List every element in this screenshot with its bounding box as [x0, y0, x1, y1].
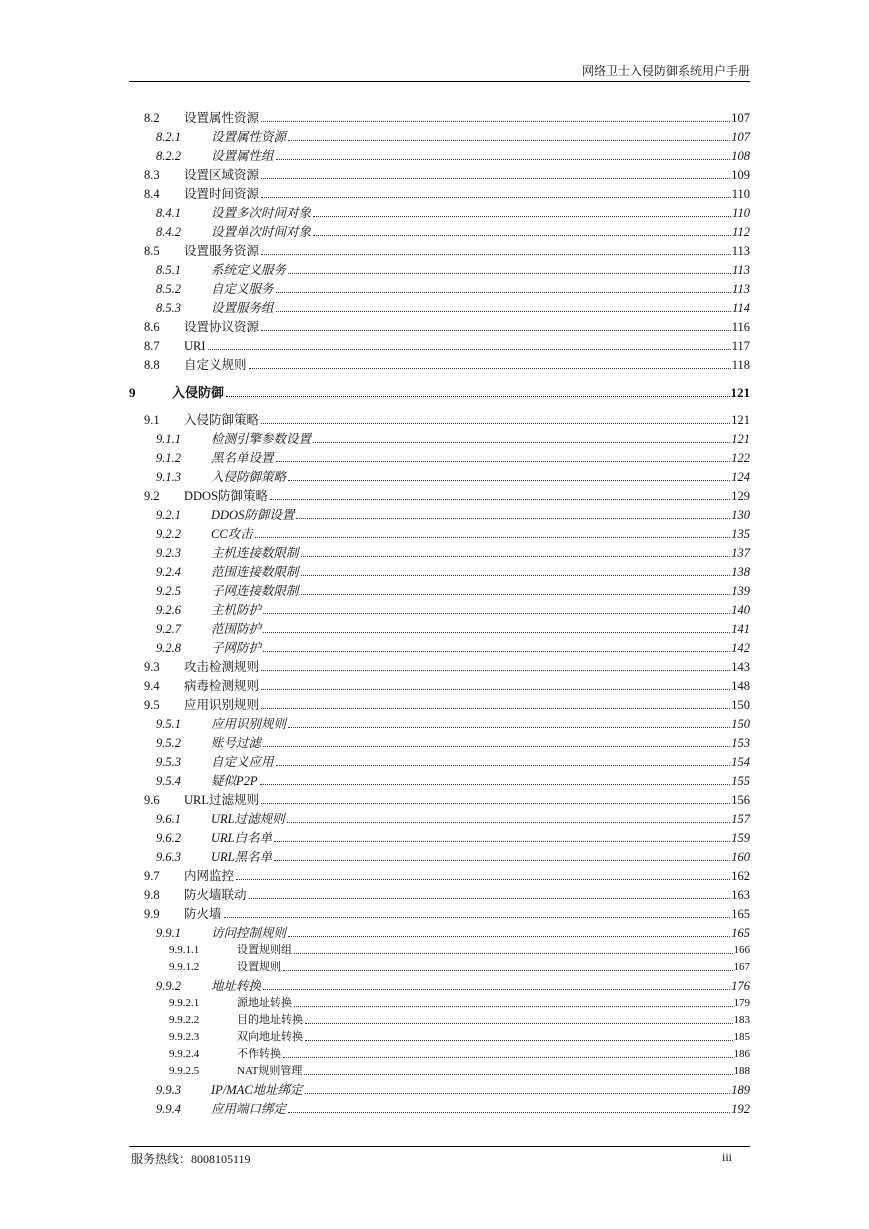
toc-entry-number: 9.9.2.2: [169, 1014, 200, 1026]
toc-dot-leader: [283, 1057, 733, 1058]
toc-entry-page: 188: [733, 1065, 750, 1077]
toc-entry-number: 9.6.1: [156, 812, 181, 826]
toc-entry-page: 143: [731, 660, 750, 674]
toc-entry-page: 141: [731, 622, 750, 636]
toc-entry-title: DDOS防御设置: [211, 508, 295, 522]
toc-entry-title: 设置规则: [237, 961, 281, 973]
toc-entry-title: 范围连接数限制: [211, 565, 299, 579]
toc-entry-page: 159: [731, 831, 750, 845]
toc-dot-leader: [288, 140, 730, 141]
toc-entry-page: 140: [731, 603, 750, 617]
toc-entry[interactable]: [129, 201, 750, 220]
toc-dot-leader: [305, 1093, 731, 1094]
toc-dot-leader: [236, 879, 730, 880]
toc-entry-number: 8.4.1: [156, 206, 181, 220]
toc-entry-page: 192: [731, 1102, 750, 1116]
toc-dot-leader: [276, 311, 732, 312]
toc-entry-number: 9.6: [144, 793, 160, 807]
toc-entry-page: 135: [731, 527, 750, 541]
toc-entry[interactable]: [129, 598, 750, 617]
toc-dot-leader: [263, 651, 730, 652]
toc-dot-leader: [261, 121, 730, 122]
toc-entry-page: 107: [731, 130, 750, 144]
toc-entry-title: 设置多次时间对象: [211, 206, 312, 220]
toc-entry-number: 9.9.2.1: [169, 997, 200, 1009]
toc-entry-number: 9.5: [144, 698, 160, 712]
toc-entry[interactable]: [129, 239, 750, 258]
toc-entry-page: 121: [731, 432, 750, 446]
header-title: 网络卫士入侵防御系统用户手册: [581, 64, 750, 78]
toc-entry[interactable]: [129, 258, 750, 277]
toc-entry[interactable]: [129, 220, 750, 239]
toc-entry-page: 157: [731, 812, 750, 826]
toc-entry-title: 自定义服务: [211, 282, 274, 296]
toc-entry-title: 应用端口绑定: [211, 1102, 287, 1116]
toc-entry[interactable]: [129, 1044, 750, 1061]
toc-entry[interactable]: [129, 864, 750, 883]
toc-entry-title: DDOS防御策略: [184, 489, 269, 503]
toc-entry-title: 设置服务组: [211, 301, 274, 315]
toc-entry-page: 150: [731, 698, 750, 712]
toc-entry-number: 9.9.1: [156, 926, 181, 940]
toc-entry-title: 源地址转换: [237, 997, 292, 1009]
toc-entry[interactable]: [129, 674, 750, 693]
toc-entry-title: 主机防护: [211, 603, 262, 617]
toc-entry[interactable]: [129, 503, 750, 522]
toc-dot-leader: [301, 594, 731, 595]
toc-entry-title: 双向地址转换: [237, 1031, 303, 1043]
toc-entry[interactable]: [129, 957, 750, 974]
toc-dot-leader: [276, 159, 731, 160]
toc-entry-number: 9.1.2: [156, 451, 181, 465]
toc-entry[interactable]: [129, 408, 750, 427]
toc-entry-page: 165: [731, 926, 750, 940]
toc-entry-page: 129: [731, 489, 750, 503]
toc-dot-leader: [276, 461, 731, 462]
toc-entry-page: 162: [731, 869, 750, 883]
toc-entry-title: 病毒检测规则: [184, 679, 260, 693]
toc-dot-leader: [260, 784, 731, 785]
toc-entry-title: 设置服务资源: [184, 244, 260, 258]
toc-entry-number: 9.9.2.3: [169, 1031, 200, 1043]
toc-entry-number: 8.4.2: [156, 225, 181, 239]
toc-entry-page: 117: [731, 339, 750, 353]
toc-entry-number: 9.9: [144, 907, 160, 921]
toc-entry[interactable]: [129, 522, 750, 541]
toc-entry-number: 9: [129, 385, 136, 400]
toc-entry[interactable]: [129, 465, 750, 484]
toc-entry-title: 设置属性资源: [211, 130, 287, 144]
toc-entry[interactable]: [129, 163, 750, 182]
toc-entry-number: 8.2.1: [156, 130, 181, 144]
toc-dot-leader: [294, 953, 733, 954]
toc-entry-number: 9.4: [144, 679, 160, 693]
toc-entry-number: 9.3: [144, 660, 160, 674]
toc-dot-leader: [263, 746, 730, 747]
toc-entry-title: 应用识别规则: [184, 698, 260, 712]
toc-entry-title: 访问控制规则: [211, 926, 287, 940]
toc-entry-title: 内网监控: [184, 869, 235, 883]
toc-entry-title: 地址转换: [211, 979, 262, 993]
toc-dot-leader: [288, 936, 730, 937]
toc-dot-leader: [313, 235, 731, 236]
toc-entry[interactable]: [129, 446, 750, 465]
toc-entry-number: 9.2.5: [156, 584, 181, 598]
toc-entry-number: 9.2.6: [156, 603, 181, 617]
toc-dot-leader: [288, 480, 730, 481]
toc-entry-page: 112: [732, 225, 750, 239]
footer-hotline: 服务热线：8008105119: [131, 1152, 251, 1166]
toc-entry[interactable]: [129, 731, 750, 750]
toc-entry-number: 9.2.8: [156, 641, 181, 655]
toc-entry-title: 子网防护: [211, 641, 262, 655]
toc-entry-page: 114: [732, 301, 750, 315]
toc-entry-page: 137: [731, 546, 750, 560]
toc-dot-leader: [288, 273, 731, 274]
toc-entry[interactable]: [129, 106, 750, 125]
toc-entry-title: 自定义应用: [211, 755, 274, 769]
toc-entry[interactable]: [129, 484, 750, 503]
toc-entry-page: 113: [732, 263, 750, 277]
toc-dot-leader: [304, 1074, 732, 1075]
toc-entry-page: 116: [731, 320, 750, 334]
toc-entry-page: 118: [731, 358, 750, 372]
toc-entry-page: 163: [731, 888, 750, 902]
toc-entry-title: 范围防护: [211, 622, 262, 636]
toc-entry-number: 9.1.1: [156, 432, 181, 446]
toc-entry-page: 138: [731, 565, 750, 579]
toc-entry-title: 目的地址转换: [237, 1014, 303, 1026]
toc-entry[interactable]: [129, 826, 750, 845]
toc-entry-title: 自定义规则: [184, 358, 247, 372]
toc-entry-page: 167: [733, 961, 750, 973]
toc-entry[interactable]: [129, 769, 750, 788]
toc-entry-number: 9.6.3: [156, 850, 181, 864]
toc-entry-page: 130: [731, 508, 750, 522]
toc-entry[interactable]: [129, 1061, 750, 1078]
toc-dot-leader: [261, 254, 731, 255]
toc-dot-leader: [263, 989, 730, 990]
toc-dot-leader: [305, 1040, 733, 1041]
toc-entry-number: 9.8: [144, 888, 160, 902]
toc-entry[interactable]: [129, 334, 750, 353]
toc-entry-number: 9.5.2: [156, 736, 181, 750]
toc-dot-leader: [301, 575, 731, 576]
toc-entry-title: 入侵防御策略: [211, 470, 287, 484]
toc-dot-leader: [283, 970, 733, 971]
toc-entry-page: 113: [731, 244, 750, 258]
toc-entry-title: 检测引擎参数设置: [211, 432, 312, 446]
toc-entry[interactable]: [129, 788, 750, 807]
toc-entry-page: 179: [733, 997, 750, 1009]
toc-entry-page: 186: [733, 1048, 750, 1060]
toc-entry-number: 8.8: [144, 358, 160, 372]
toc-entry-number: 9.9.1.2: [169, 961, 200, 973]
toc-dot-leader: [261, 689, 730, 690]
toc-entry-number: 8.5: [144, 244, 160, 258]
page-header: [129, 58, 750, 82]
toc-entry-title: 账号过滤: [211, 736, 262, 750]
toc-entry-number: 9.9.3: [156, 1083, 181, 1097]
toc-dot-leader: [261, 330, 731, 331]
toc-entry-number: 9.5.4: [156, 774, 181, 788]
toc-entry[interactable]: [129, 315, 750, 334]
toc-entry-number: 8.4: [144, 187, 160, 201]
toc-entry[interactable]: [129, 845, 750, 864]
toc-entry-title: CC攻击: [211, 527, 253, 541]
toc-dot-leader: [287, 822, 731, 823]
toc-entry-title: 疑似P2P: [211, 774, 258, 788]
toc-dot-leader: [276, 765, 731, 766]
toc-entry-page: 121: [730, 385, 750, 400]
toc-entry-title: URI: [184, 339, 206, 353]
toc-entry-page: 154: [731, 755, 750, 769]
toc-entry-number: 9.5.1: [156, 717, 181, 731]
toc-entry[interactable]: [129, 560, 750, 579]
toc-entry-number: 8.5.1: [156, 263, 181, 277]
toc-dot-leader: [313, 216, 731, 217]
toc-entry-number: 9.7: [144, 869, 160, 883]
toc-entry-page: 185: [733, 1031, 750, 1043]
toc-entry[interactable]: [129, 807, 750, 826]
toc-entry-number: 9.2.3: [156, 546, 181, 560]
toc-entry-number: 9.9.2.4: [169, 1048, 200, 1060]
toc-dot-leader: [288, 727, 730, 728]
toc-entry-page: 124: [731, 470, 750, 484]
toc-entry-page: 148: [731, 679, 750, 693]
toc-entry[interactable]: [129, 381, 750, 400]
toc-entry-page: 110: [732, 206, 750, 220]
toc-entry[interactable]: [129, 617, 750, 636]
toc-entry-page: 166: [733, 944, 750, 956]
toc-entry[interactable]: [129, 277, 750, 296]
toc-entry-page: 110: [731, 187, 750, 201]
toc-dot-leader: [261, 423, 730, 424]
toc-dot-leader: [270, 499, 730, 500]
toc-dot-leader: [261, 708, 730, 709]
toc-entry-page: 109: [731, 168, 750, 182]
toc-entry[interactable]: [129, 655, 750, 674]
toc-entry-title: 设置规则组: [237, 944, 292, 956]
toc-entry-title: 防火墙: [184, 907, 222, 921]
toc-entry[interactable]: [129, 144, 750, 163]
toc-entry-page: 189: [731, 1083, 750, 1097]
toc-entry[interactable]: [129, 125, 750, 144]
toc-entry-number: 8.7: [144, 339, 160, 353]
toc-entry-page: 183: [733, 1014, 750, 1026]
toc-entry[interactable]: [129, 296, 750, 315]
toc-entry[interactable]: [129, 427, 750, 446]
toc-entry-page: 150: [731, 717, 750, 731]
toc-entry[interactable]: [129, 940, 750, 957]
toc-entry-number: 9.9.1.1: [169, 944, 200, 956]
toc-entry-title: 设置属性资源: [184, 111, 260, 125]
toc-entry-title: 子网连接数限制: [211, 584, 299, 598]
toc-dot-leader: [276, 292, 732, 293]
toc-entry[interactable]: [129, 902, 750, 921]
toc-entry-page: 107: [731, 111, 750, 125]
toc-entry-number: 9.2.7: [156, 622, 181, 636]
toc-entry-title: 应用识别规则: [211, 717, 287, 731]
toc-entry-number: 9.2.4: [156, 565, 181, 579]
toc-entry-title: NAT规则管理: [237, 1065, 303, 1077]
toc-entry-number: 8.5.3: [156, 301, 181, 315]
toc-dot-leader: [208, 349, 731, 350]
toc-dot-leader: [274, 841, 730, 842]
toc-entry[interactable]: [129, 974, 750, 993]
toc-entry-number: 8.5.2: [156, 282, 181, 296]
toc-entry[interactable]: [129, 1010, 750, 1027]
toc-entry-title: 设置属性组: [211, 149, 274, 163]
toc-entry-number: 9.1.3: [156, 470, 181, 484]
toc-entry-number: 8.2: [144, 111, 160, 125]
toc-entry-number: 9.9.2: [156, 979, 181, 993]
toc-dot-leader: [261, 197, 731, 198]
toc-entry-page: 142: [731, 641, 750, 655]
toc-entry-title: 入侵防御: [172, 385, 225, 400]
toc-entry-page: 176: [731, 979, 750, 993]
toc-entry-number: 9.2.2: [156, 527, 181, 541]
toc-dot-leader: [261, 178, 730, 179]
toc-dot-leader: [263, 632, 730, 633]
toc-entry-page: 156: [731, 793, 750, 807]
toc-dot-leader: [288, 1112, 730, 1113]
toc-entry-page: 121: [731, 413, 750, 427]
toc-dot-leader: [296, 518, 730, 519]
toc-entry[interactable]: [129, 541, 750, 560]
toc-entry[interactable]: [129, 579, 750, 598]
toc-entry-title: 防火墙联动: [184, 888, 247, 902]
toc-dot-leader: [305, 1023, 733, 1024]
toc-entry-page: 108: [731, 149, 750, 163]
toc-dot-leader: [224, 917, 731, 918]
toc-dot-leader: [313, 442, 730, 443]
toc-entry-number: 9.2: [144, 489, 160, 503]
toc-dot-leader: [226, 396, 729, 397]
toc-entry-title: 设置单次时间对象: [211, 225, 312, 239]
toc-entry-page: 160: [731, 850, 750, 864]
toc-entry[interactable]: [129, 693, 750, 712]
toc-dot-leader: [301, 556, 731, 557]
toc-dot-leader: [261, 670, 730, 671]
toc-entry-title: URL过滤规则: [211, 812, 285, 826]
toc-entry-title: 不作转换: [237, 1048, 281, 1060]
toc-entry-number: 9.2.1: [156, 508, 181, 522]
toc-entry-page: 122: [731, 451, 750, 465]
page-footer: [129, 1146, 750, 1166]
toc-entry[interactable]: [129, 1027, 750, 1044]
toc-entry[interactable]: [129, 182, 750, 201]
toc-dot-leader: [255, 537, 731, 538]
toc-entry[interactable]: [129, 353, 750, 372]
toc-dot-leader: [249, 368, 731, 369]
toc-entry-number: 8.6: [144, 320, 160, 334]
toc-entry-title: 黑名单设置: [211, 451, 274, 465]
toc-entry-title: URL黑名单: [211, 850, 273, 864]
toc-entry-number: 9.9.4: [156, 1102, 181, 1116]
toc-entry-page: 153: [731, 736, 750, 750]
toc-entry[interactable]: [129, 993, 750, 1010]
toc-entry-title: 主机连接数限制: [211, 546, 299, 560]
toc-dot-leader: [294, 1006, 733, 1007]
toc-entry-title: 设置时间资源: [184, 187, 260, 201]
toc-entry[interactable]: [129, 921, 750, 940]
toc-dot-leader: [263, 613, 730, 614]
toc-entry[interactable]: [129, 1078, 750, 1097]
toc-entry-title: IP/MAC地址绑定: [211, 1083, 303, 1097]
toc-entry-number: 9.1: [144, 413, 160, 427]
toc-entry[interactable]: [129, 1097, 750, 1116]
toc-dot-leader: [249, 898, 731, 899]
toc-entry-number: 9.5.3: [156, 755, 181, 769]
toc-entry-title: 设置协议资源: [184, 320, 260, 334]
toc-entry-number: 9.9.2.5: [169, 1065, 200, 1077]
toc-entry-number: 8.3: [144, 168, 160, 182]
toc-entry[interactable]: [129, 883, 750, 902]
toc-entry-title: URL白名单: [211, 831, 273, 845]
table-of-contents: [129, 106, 750, 1116]
toc-entry-number: 9.6.2: [156, 831, 181, 845]
toc-entry-page: 155: [731, 774, 750, 788]
toc-entry-title: 入侵防御策略: [184, 413, 260, 427]
footer-page-number: iii: [721, 1150, 732, 1164]
toc-entry-number: 8.2.2: [156, 149, 181, 163]
toc-dot-leader: [261, 803, 730, 804]
toc-entry[interactable]: [129, 750, 750, 769]
toc-entry-page: 139: [731, 584, 750, 598]
toc-entry-page: 165: [731, 907, 750, 921]
toc-entry[interactable]: [129, 636, 750, 655]
toc-dot-leader: [274, 860, 730, 861]
toc-entry-title: 系统定义服务: [211, 263, 287, 277]
toc-entry-title: 攻击检测规则: [184, 660, 260, 674]
toc-entry[interactable]: [129, 712, 750, 731]
toc-entry-page: 113: [732, 282, 750, 296]
toc-entry-title: 设置区域资源: [184, 168, 260, 182]
toc-entry-title: URL过滤规则: [184, 793, 260, 807]
